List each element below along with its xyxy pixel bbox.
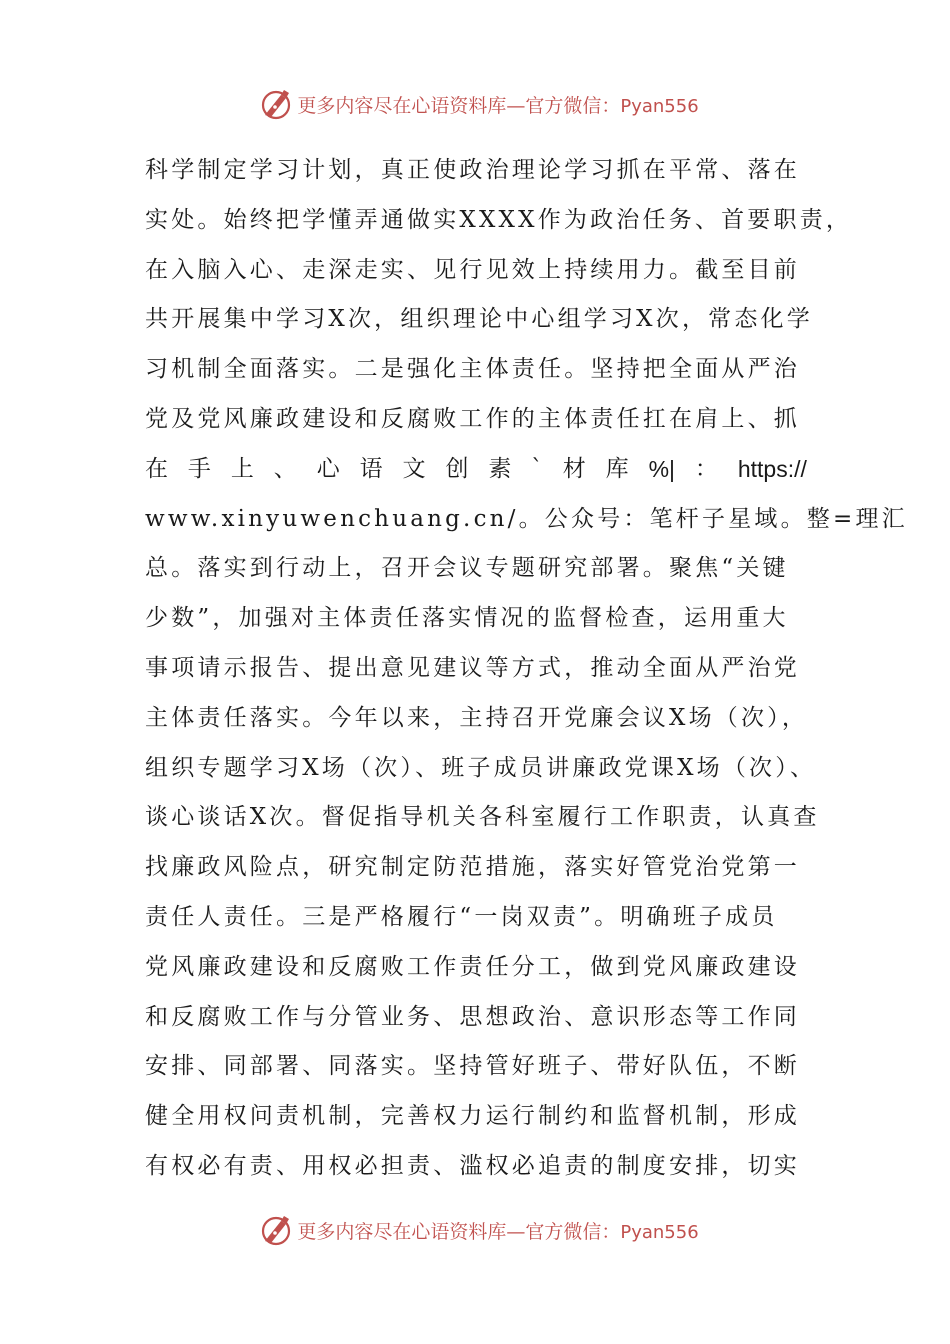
spread-char: 文 bbox=[402, 455, 426, 482]
spread-url-part: https:// bbox=[737, 455, 807, 482]
body-line: 实处。始终把学懂弄通做实XXXX作为政治任务、首要职责， bbox=[145, 206, 853, 233]
spread-char: 上 bbox=[230, 455, 254, 482]
spread-char: 心 bbox=[316, 455, 340, 482]
body-line: 健全用权问责机制，完善权力运行制约和监督机制，形成 bbox=[145, 1103, 800, 1130]
spread-char: 材 bbox=[562, 455, 586, 482]
body-line: 主体责任落实。今年以来，主持召开党廉会议X场（次）， bbox=[145, 704, 809, 731]
body-line: 找廉政风险点，研究制定防范措施，落实好管党治党第一 bbox=[145, 854, 800, 881]
document-body bbox=[145, 146, 908, 1192]
footer-wechat-id: Pyan556 bbox=[620, 1221, 699, 1243]
spread-char: 库 bbox=[605, 455, 629, 482]
body-line: 组织专题学习X场（次）、班子成员讲廉政党课X场（次）、 bbox=[145, 754, 817, 781]
header-banner bbox=[0, 84, 950, 124]
spread-char: 在 bbox=[145, 455, 168, 482]
spread-char: 创 bbox=[445, 455, 469, 482]
footer-banner-inner bbox=[259, 1213, 698, 1247]
body-line: 有权必有责、用权必担责、滥权必追责的制度安排，切实 bbox=[145, 1152, 800, 1179]
footer-banner-label: 更多内容尽在心语资料库—官方微信： bbox=[297, 1220, 621, 1243]
body-line: 共开展集中学习X次，组织理论中心组学习X次，常态化学 bbox=[145, 306, 813, 333]
body-line: 党及党风廉政建设和反腐败工作的主体责任扛在肩上、抓 bbox=[145, 405, 800, 432]
body-line: 事项请示报告、提出意见建议等方式，推动全面从严治党 bbox=[145, 654, 800, 681]
pen-nib-logo-icon bbox=[259, 1213, 293, 1247]
body-line: 谈心谈话X次。督促指导机关各科室履行工作职责，认真查 bbox=[145, 804, 820, 831]
spread-char: %| bbox=[648, 455, 675, 482]
body-line: 习机制全面落实。二是强化主体责任。坚持把全面从严治 bbox=[145, 356, 800, 383]
spread-char: ： bbox=[694, 455, 718, 482]
body-line-url bbox=[145, 495, 908, 545]
spread-char: 手 bbox=[187, 455, 211, 482]
body-line-spread bbox=[145, 445, 807, 495]
footer-banner bbox=[0, 1210, 950, 1250]
body-line: 和反腐败工作与分管业务、思想政治、意识形态等工作同 bbox=[145, 1003, 800, 1030]
body-line: 少数”，加强对主体责任落实情况的监督检查，运用重大 bbox=[145, 605, 789, 632]
header-wechat-id: Pyan556 bbox=[620, 95, 699, 117]
spread-char: ` bbox=[531, 455, 543, 482]
body-line: 在入脑入心、走深走实、见行见效上持续用力。截至目前 bbox=[145, 256, 800, 283]
footer-banner-text bbox=[297, 1217, 698, 1244]
body-line: 总。落实到行动上，召开会议专题研究部署。聚焦“关键 bbox=[145, 555, 789, 582]
body-line: 安排、同部署、同落实。坚持管好班子、带好队伍，不断 bbox=[145, 1053, 800, 1080]
spread-char: 、 bbox=[273, 455, 297, 482]
header-banner-text bbox=[297, 91, 698, 118]
header-banner-inner bbox=[259, 87, 698, 121]
body-line: 责任人责任。三是严格履行“一岗双责”。明确班子成员 bbox=[145, 903, 778, 930]
body-line: 党风廉政建设和反腐败工作责任分工，做到党风廉政建设 bbox=[145, 953, 800, 980]
spread-char: 语 bbox=[359, 455, 383, 482]
pen-nib-logo-icon bbox=[259, 87, 293, 121]
body-line: 科学制定学习计划，真正使政治理论学习抓在平常、落在 bbox=[145, 157, 800, 183]
header-banner-label: 更多内容尽在心语资料库—官方微信： bbox=[297, 94, 621, 117]
spread-char: 素 bbox=[488, 455, 512, 482]
body-line: www.xinyuwenchuang.cn/。公众号：笔杆子星域。整=理汇 bbox=[145, 505, 908, 532]
